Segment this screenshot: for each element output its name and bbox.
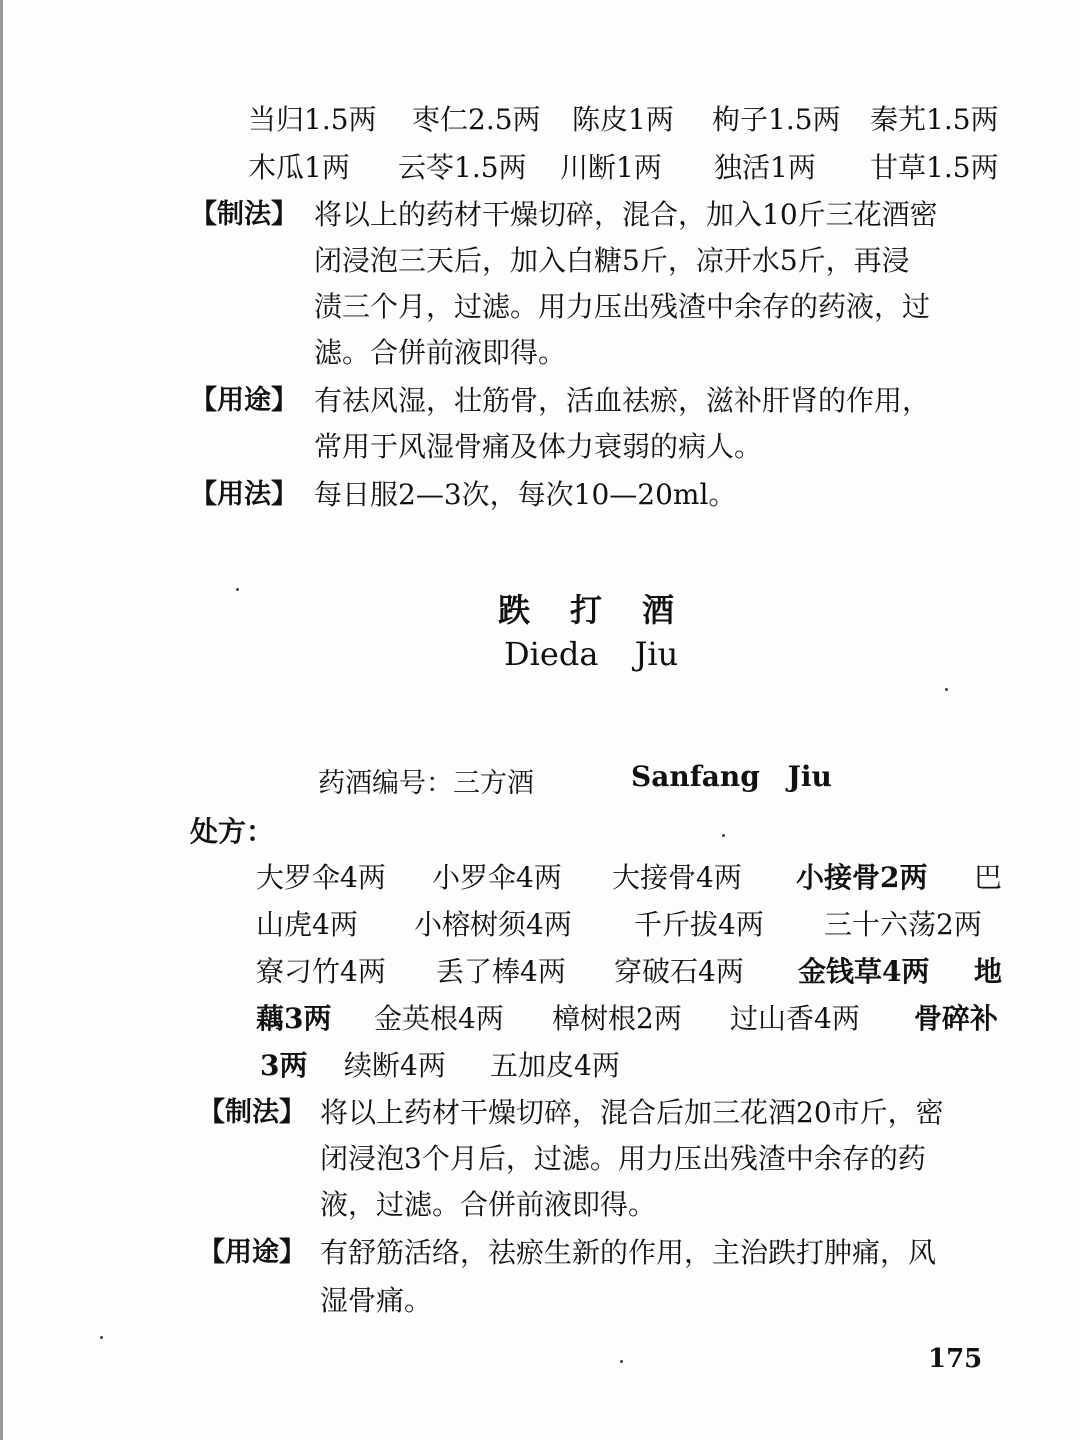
ingredient: 大罗伞4两 [256,861,386,894]
prep-line: 闭浸泡三天后，加入白糖5斤，凉开水5斤，再浸 [314,244,910,277]
ingredient: 枣仁2.5两 [412,103,541,136]
prep-line: 闭浸泡3个月后，过滤。用力压出残渣中余存的药 [320,1142,926,1175]
use-tag: 【用途】 [198,1237,306,1268]
scan-speck [236,588,239,591]
ingredient: 大接骨4两 [612,861,742,894]
scan-speck [620,1360,623,1363]
ingredient: 巴 [974,861,1003,894]
ingredient: 甘草1.5两 [870,151,999,184]
ingredient: 藕3两 [256,1002,332,1035]
ingredient: 小接骨2两 [796,861,928,894]
ingredient: 千斤拔4两 [634,908,764,941]
scan-edge-line [0,0,3,1440]
page-number: 175 [928,1344,983,1374]
ingredient: 3两 [260,1049,308,1082]
prep-line: 滤。合併前液即得。 [314,336,567,369]
section-title-cn: 跌打酒 [498,591,715,629]
use-line: 湿骨痛。 [320,1284,433,1317]
ingredient: 木瓜1两 [248,151,350,184]
use-line: 常用于风湿骨痛及体力衰弱的病人。 [314,430,763,463]
dosage-tag: 【用法】 [190,479,298,510]
ingredient: 丢了棒4两 [436,955,566,988]
scan-speck [100,1336,103,1339]
ingredient: 地 [974,955,1003,988]
ingredient: 小罗伞4两 [432,861,562,894]
prep-tag: 【制法】 [190,199,298,230]
ingredient: 小榕树须4两 [414,908,572,941]
use-line: 有舒筋活络，祛瘀生新的作用，主治跌打肿痛，风 [320,1236,937,1269]
ingredient: 川断1两 [560,151,662,184]
scan-speck [945,688,948,691]
prescription-label: 处方： [190,815,275,848]
ingredient: 五加皮4两 [490,1049,620,1082]
ingredient: 陈皮1两 [572,103,674,136]
ingredient: 樟树根2两 [552,1002,682,1035]
prep-line: 渍三个月，过滤。用力压出残渣中余存的药液，过 [314,290,931,323]
ingredient: 金英根4两 [374,1002,504,1035]
scan-speck [722,834,725,837]
prep-line: 将以上药材干燥切碎，混合后加三花酒20市斤，密 [320,1096,944,1129]
use-line: 有祛风湿，壮筋骨，活血祛瘀，滋补肝肾的作用， [314,384,931,417]
wine-number-label: 药酒编号：三方酒 [318,768,534,799]
wine-number-en: Sanfang Jiu [631,760,832,793]
ingredient: 当归1.5两 [248,103,377,136]
prep-line: 液，过滤。合併前液即得。 [320,1188,657,1221]
prep-tag: 【制法】 [198,1097,306,1128]
ingredient: 骨碎补 [914,1002,999,1035]
prep-line: 将以上的药材干燥切碎，混合，加入10斤三花酒密 [314,198,938,231]
dosage-text: 每日服2—3次，每次10—20ml。 [314,478,737,511]
ingredient: 穿破石4两 [614,955,744,988]
ingredient: 秦艽1.5两 [870,103,999,136]
ingredient: 山虎4两 [256,908,358,941]
ingredient: 三十六荡2两 [824,908,982,941]
ingredient: 独活1两 [714,151,816,184]
use-tag: 【用途】 [190,385,298,416]
ingredient: 续断4两 [344,1049,446,1082]
ingredient: 寮刁竹4两 [256,955,386,988]
ingredient: 过山香4两 [730,1002,860,1035]
ingredient: 金钱草4两 [798,955,930,988]
ingredient: 云苓1.5两 [398,151,527,184]
section-title-en: Dieda Jiu [504,635,679,673]
ingredient: 枸子1.5两 [712,103,841,136]
